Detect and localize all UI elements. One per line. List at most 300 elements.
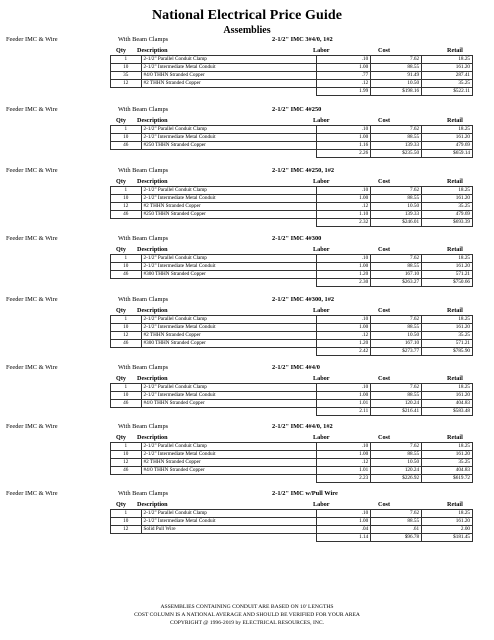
cell-qty: 46 [111,142,142,150]
cell-retail: 404.83 [422,400,473,408]
cell-cost: 139.33 [371,142,422,150]
total-retail: $659.14 [422,150,473,158]
table-row [111,203,473,211]
column-retail: Retail [447,178,463,185]
assembly-section [0,421,494,481]
cell-cost: .61 [371,526,422,534]
section-category: Feeder IMC & Wire [6,167,58,174]
section-assembly-name: 2-1/2" IMC 4#300, 1#2 [272,296,335,303]
total-labor: 2.26 [316,150,370,158]
cell-description: Solid Pull Wire [141,526,316,534]
cell-labor: .10 [316,56,370,64]
total-retail: $785.90 [422,348,473,356]
cell-labor: 1.20 [316,271,370,279]
totals-spacer [141,279,316,287]
column-retail: Retail [447,434,463,441]
cell-cost: 7.62 [371,187,422,195]
line-items-table [110,383,473,416]
totals-row [111,408,473,416]
column-cost: Cost [378,501,391,508]
totals-row [111,88,473,96]
cell-retail: 161.20 [422,518,473,526]
section-header [0,362,494,374]
cell-qty: 10 [111,324,142,332]
cell-labor: 1.01 [316,400,370,408]
column-description: Description [137,117,168,124]
section-mount-type: With Beam Clamps [118,296,169,303]
cell-description: #300 THHN Stranded Copper [141,271,316,279]
cell-description: 2-1/2" Parallel Conduit Clamp [141,56,316,64]
section-assembly-name: 2-1/2" IMC 4#250, 1#2 [272,167,335,174]
cell-description: 2-1/2" Parallel Conduit Clamp [141,510,316,518]
cell-retail: 35.25 [422,332,473,340]
totals-spacer [111,348,142,356]
cell-cost: 10.50 [371,459,422,467]
section-category: Feeder IMC & Wire [6,106,58,113]
cell-labor: .10 [316,126,370,134]
table-row [111,324,473,332]
total-labor: 2.32 [316,219,370,227]
page-subtitle: Assemblies [223,25,271,36]
table-row [111,384,473,392]
cell-retail: 161.20 [422,451,473,459]
cell-labor: 1.00 [316,324,370,332]
totals-spacer [111,219,142,227]
cell-labor: 1.16 [316,142,370,150]
cell-qty: 10 [111,64,142,72]
cell-description: 2-1/2" Intermediate Metal Conduit [141,195,316,203]
cell-labor: .10 [316,255,370,263]
cell-description: #250 THHN Stranded Copper [141,142,316,150]
section-header [0,421,494,433]
cell-description: #2 THHN Stranded Copper [141,203,316,211]
cell-labor: 1.00 [316,195,370,203]
cell-retail: 18.25 [422,316,473,324]
assembly-section [0,294,494,354]
cell-description: 2-1/2" Intermediate Metal Conduit [141,263,316,271]
assembly-section [0,165,494,225]
total-cost: $263.27 [371,279,422,287]
total-cost: $216.41 [371,408,422,416]
column-labor: Labor [313,246,330,253]
total-retail: $619.72 [422,475,473,483]
cell-qty: 10 [111,392,142,400]
cell-qty: 46 [111,271,142,279]
totals-spacer [111,88,142,96]
totals-spacer [141,534,316,542]
cell-cost: 7.62 [371,126,422,134]
total-retail: $693.39 [422,219,473,227]
section-assembly-name: 2-1/2" IMC w/Pull Wire [272,490,338,497]
table-row [111,263,473,271]
cell-qty: 10 [111,451,142,459]
cell-description: 2-1/2" Parallel Conduit Clamp [141,316,316,324]
column-header-row [0,374,494,383]
cell-cost: 7.62 [371,255,422,263]
cell-cost: 88.55 [371,195,422,203]
table-row [111,518,473,526]
cell-labor: 1.00 [316,134,370,142]
column-cost: Cost [378,47,391,54]
table-row [111,271,473,279]
column-header-row [0,500,494,509]
section-category: Feeder IMC & Wire [6,364,58,371]
cell-cost: 88.55 [371,518,422,526]
cell-qty: 1 [111,126,142,134]
table-row [111,80,473,88]
cell-cost: 7.62 [371,316,422,324]
cell-retail: 18.25 [422,255,473,263]
cell-qty: 10 [111,263,142,271]
section-assembly-name: 2-1/2" IMC 4#4/0, 1#2 [272,423,333,430]
column-header-row [0,46,494,55]
cell-labor: 1.01 [316,467,370,475]
column-cost: Cost [378,178,391,185]
page-title: National Electrical Price Guide [151,8,343,23]
cell-qty: 46 [111,467,142,475]
section-assembly-name: 2-1/2" IMC 3#4/0, 1#2 [272,36,333,43]
table-row [111,72,473,80]
cell-qty: 1 [111,510,142,518]
column-qty: Qty [116,178,126,185]
cell-description: 2-1/2" Intermediate Metal Conduit [141,324,316,332]
total-cost: $96.78 [371,534,422,542]
cell-retail: 404.83 [422,467,473,475]
cell-cost: 10.50 [371,80,422,88]
totals-row [111,534,473,542]
cell-cost: 10.50 [371,203,422,211]
footer-line: ASSEMBLIES CONTAINING CONDUIT ARE BASED ON 10' LENGTHS [160,604,334,610]
column-header-row [0,306,494,315]
column-retail: Retail [447,246,463,253]
section-mount-type: With Beam Clamps [118,364,169,371]
cell-retail: 18.25 [422,56,473,64]
section-mount-type: With Beam Clamps [118,36,169,43]
cell-description: 2-1/2" Parallel Conduit Clamp [141,255,316,263]
cell-description: 2-1/2" Parallel Conduit Clamp [141,443,316,451]
table-row [111,142,473,150]
cell-qty: 1 [111,384,142,392]
total-cost: $226.92 [371,475,422,483]
total-labor: 2.11 [316,408,370,416]
cell-qty: 10 [111,134,142,142]
cell-labor: .12 [316,459,370,467]
column-retail: Retail [447,375,463,382]
column-description: Description [137,434,168,441]
cell-retail: 18.25 [422,443,473,451]
footer-line: COPYRIGHT @ 1996-2019 by ELECTRICAL RESOURCES, INC. [169,620,324,626]
totals-spacer [141,88,316,96]
totals-row [111,279,473,287]
cell-description: 2-1/2" Intermediate Metal Conduit [141,134,316,142]
cell-qty: 12 [111,459,142,467]
assembly-section [0,34,494,94]
cell-cost: 91.49 [371,72,422,80]
cell-qty: 1 [111,316,142,324]
totals-spacer [111,534,142,542]
column-retail: Retail [447,501,463,508]
table-row [111,443,473,451]
column-qty: Qty [116,246,126,253]
section-mount-type: With Beam Clamps [118,167,169,174]
section-header [0,165,494,177]
total-labor: 2.30 [316,279,370,287]
total-labor: 2.23 [316,475,370,483]
cell-qty: 12 [111,332,142,340]
footer-line: COST COLUMN IS A NATIONAL AVERAGE AND SHOULD BE VERIFIED FOR YOUR AREA [134,612,360,618]
cell-description: 2-1/2" Intermediate Metal Conduit [141,518,316,526]
cell-retail: 161.20 [422,134,473,142]
cell-qty: 12 [111,526,142,534]
column-cost: Cost [378,307,391,314]
section-assembly-name: 2-1/2" IMC 4#250 [272,106,322,113]
column-labor: Labor [313,375,330,382]
column-description: Description [137,501,168,508]
column-labor: Labor [313,117,330,124]
cell-cost: 88.55 [371,324,422,332]
column-qty: Qty [116,47,126,54]
assembly-section [0,233,494,285]
cell-retail: 18.25 [422,510,473,518]
table-row [111,459,473,467]
cell-cost: 7.62 [371,56,422,64]
cell-cost: 167.10 [371,340,422,348]
total-labor: 1.14 [316,534,370,542]
column-qty: Qty [116,117,126,124]
total-cost: $235.50 [371,150,422,158]
section-assembly-name: 2-1/2" IMC 4#300 [272,235,322,242]
table-row [111,332,473,340]
section-category: Feeder IMC & Wire [6,235,58,242]
cell-description: #2 THHN Stranded Copper [141,80,316,88]
totals-spacer [111,279,142,287]
table-row [111,316,473,324]
cell-labor: 1.00 [316,263,370,271]
cell-cost: 88.55 [371,451,422,459]
table-row [111,400,473,408]
cell-labor: .77 [316,72,370,80]
section-header [0,233,494,245]
table-row [111,64,473,72]
column-labor: Labor [313,307,330,314]
total-labor: 2.42 [316,348,370,356]
total-retail: $522.11 [422,88,473,96]
section-category: Feeder IMC & Wire [6,490,58,497]
table-row [111,211,473,219]
cell-retail: 35.25 [422,80,473,88]
cell-qty: 1 [111,56,142,64]
cell-retail: 2.00 [422,526,473,534]
cell-cost: 7.62 [371,384,422,392]
totals-row [111,475,473,483]
cell-qty: 46 [111,340,142,348]
cell-labor: 1.00 [316,64,370,72]
cell-description: 2-1/2" Parallel Conduit Clamp [141,126,316,134]
column-header-row [0,177,494,186]
totals-spacer [141,475,316,483]
page-footer [0,603,494,627]
cell-cost: 139.33 [371,211,422,219]
assembly-section [0,362,494,414]
cell-labor: 1.00 [316,392,370,400]
section-header [0,294,494,306]
cell-labor: .10 [316,443,370,451]
column-cost: Cost [378,375,391,382]
section-mount-type: With Beam Clamps [118,423,169,430]
cell-description: 2-1/2" Intermediate Metal Conduit [141,392,316,400]
cell-labor: .04 [316,526,370,534]
total-retail: $750.66 [422,279,473,287]
table-row [111,467,473,475]
cell-labor: .10 [316,316,370,324]
cell-retail: 35.25 [422,203,473,211]
column-retail: Retail [447,117,463,124]
column-labor: Labor [313,47,330,54]
cell-retail: 18.25 [422,187,473,195]
total-cost: $198.16 [371,88,422,96]
cell-description: #4/0 THHN Stranded Copper [141,72,316,80]
totals-row [111,150,473,158]
cell-labor: 1.10 [316,211,370,219]
table-row [111,195,473,203]
cell-retail: 35.25 [422,459,473,467]
cell-retail: 18.25 [422,126,473,134]
cell-description: 2-1/2" Parallel Conduit Clamp [141,384,316,392]
cell-retail: 479.69 [422,211,473,219]
column-qty: Qty [116,375,126,382]
cell-cost: 88.55 [371,392,422,400]
column-labor: Labor [313,501,330,508]
table-row [111,526,473,534]
totals-spacer [111,150,142,158]
line-items-table [110,315,473,356]
line-items-table [110,55,473,96]
table-row [111,56,473,64]
column-description: Description [137,307,168,314]
column-qty: Qty [116,434,126,441]
cell-retail: 161.20 [422,64,473,72]
cell-description: 2-1/2" Parallel Conduit Clamp [141,187,316,195]
cell-labor: 1.00 [316,451,370,459]
cell-retail: 161.20 [422,263,473,271]
column-header-row [0,433,494,442]
cell-description: 2-1/2" Intermediate Metal Conduit [141,451,316,459]
cell-description: #4/0 THHN Stranded Copper [141,467,316,475]
cell-cost: 88.55 [371,134,422,142]
section-mount-type: With Beam Clamps [118,490,169,497]
section-assembly-name: 2-1/2" IMC 4#4/0 [272,364,320,371]
table-row [111,340,473,348]
cell-description: 2-1/2" Intermediate Metal Conduit [141,64,316,72]
totals-row [111,348,473,356]
table-row [111,255,473,263]
section-header [0,34,494,46]
table-row [111,451,473,459]
cell-cost: 120.24 [371,467,422,475]
total-cost: $273.77 [371,348,422,356]
column-labor: Labor [313,178,330,185]
line-items-table [110,509,473,542]
column-description: Description [137,375,168,382]
cell-labor: .12 [316,80,370,88]
column-cost: Cost [378,246,391,253]
column-description: Description [137,47,168,54]
cell-qty: 46 [111,211,142,219]
cell-retail: 161.20 [422,324,473,332]
cell-labor: .10 [316,384,370,392]
assembly-section [0,104,494,156]
cell-labor: .10 [316,510,370,518]
cell-qty: 46 [111,400,142,408]
totals-spacer [141,219,316,227]
cell-description: #250 THHN Stranded Copper [141,211,316,219]
cell-labor: 1.00 [316,518,370,526]
cell-cost: 167.10 [371,271,422,279]
total-cost: $246.01 [371,219,422,227]
cell-retail: 479.69 [422,142,473,150]
line-items-table [110,442,473,483]
section-category: Feeder IMC & Wire [6,423,58,430]
column-header-row [0,245,494,254]
cell-cost: 88.55 [371,64,422,72]
cell-description: #4/0 THHN Stranded Copper [141,400,316,408]
section-header [0,104,494,116]
line-items-table [110,186,473,227]
section-category: Feeder IMC & Wire [6,36,58,43]
totals-row [111,219,473,227]
cell-qty: 12 [111,203,142,211]
total-labor: 1.99 [316,88,370,96]
cell-qty: 1 [111,187,142,195]
line-items-table [110,125,473,158]
totals-spacer [141,408,316,416]
cell-cost: 7.62 [371,443,422,451]
cell-retail: 287.41 [422,72,473,80]
section-mount-type: With Beam Clamps [118,235,169,242]
table-row [111,510,473,518]
column-description: Description [137,178,168,185]
total-retail: $583.48 [422,408,473,416]
cell-labor: .12 [316,332,370,340]
cell-labor: .10 [316,187,370,195]
cell-qty: 10 [111,518,142,526]
section-header [0,488,494,500]
column-qty: Qty [116,501,126,508]
cell-retail: 571.21 [422,340,473,348]
table-row [111,187,473,195]
column-qty: Qty [116,307,126,314]
cell-qty: 35 [111,72,142,80]
cell-labor: .12 [316,203,370,211]
line-items-table [110,254,473,287]
cell-retail: 18.25 [422,384,473,392]
column-description: Description [137,246,168,253]
column-retail: Retail [447,307,463,314]
section-mount-type: With Beam Clamps [118,106,169,113]
cell-cost: 88.55 [371,263,422,271]
cell-qty: 1 [111,255,142,263]
cell-retail: 571.21 [422,271,473,279]
cell-retail: 161.20 [422,195,473,203]
table-row [111,126,473,134]
cell-cost: 7.62 [371,510,422,518]
column-header-row [0,116,494,125]
column-retail: Retail [447,47,463,54]
cell-cost: 10.50 [371,332,422,340]
cell-labor: 1.20 [316,340,370,348]
cell-description: #300 THHN Stranded Copper [141,340,316,348]
totals-spacer [111,475,142,483]
